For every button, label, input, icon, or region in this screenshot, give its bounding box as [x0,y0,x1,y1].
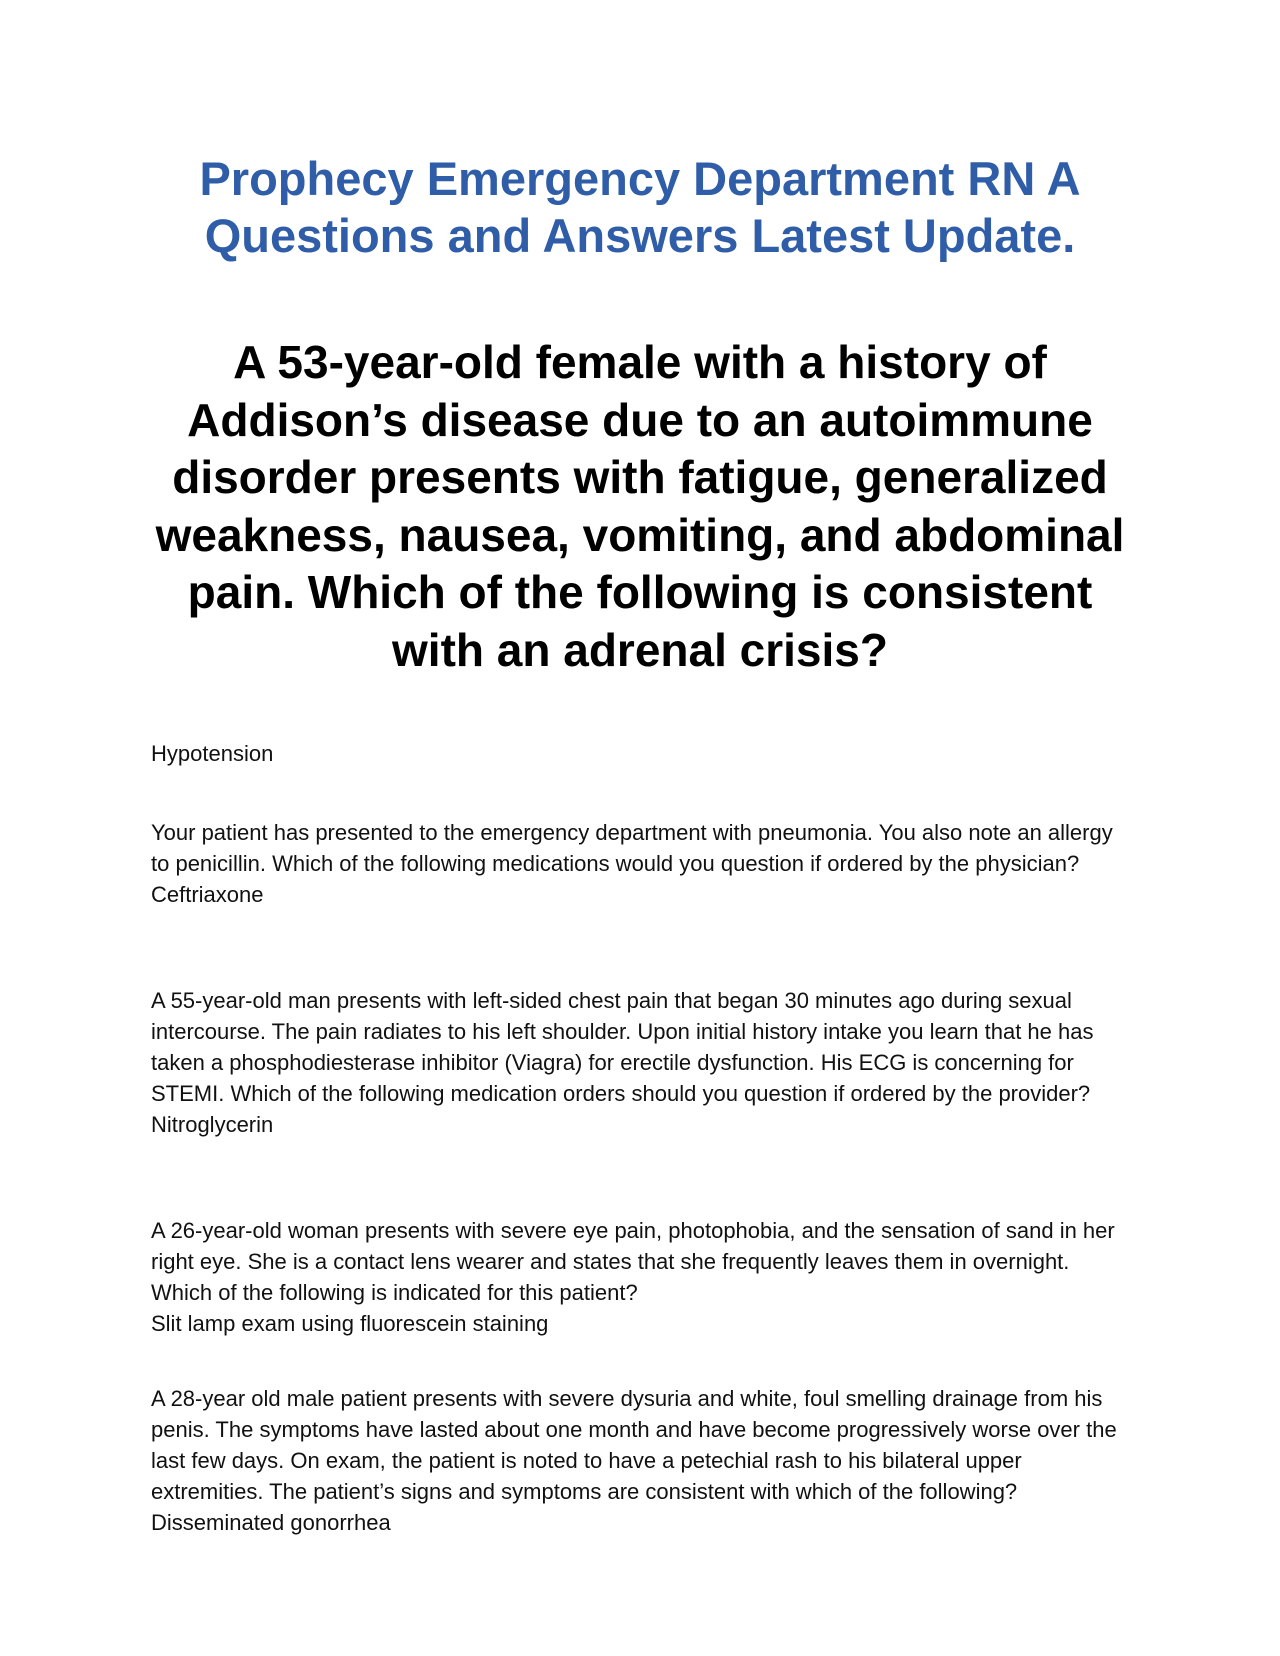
question-text: A 55-year-old man presents with left-sided chest pain that began 30 minutes ago during sexual intercourse. The pain radiates to his left shoulder. Upon initial history intake you learn that he has taken a phosphodiesterase inhibitor (Viagra) for erectile dysfunction. His ECG is concerning for STEMI. Which of the following medication orders should you question if ordered by the provider? [151,988,1094,1106]
qa-item [151,985,1131,1140]
document-title: Prophecy Emergency Department RN A Questions and Answers Latest Update. [199,152,1081,262]
question-text: A 26-year-old woman presents with severe eye pain, photophobia, and the sensation of sand in her right eye. She is a contact lens wearer and states that she frequently leaves them in overnight. Which of the following is indicated for this patient? [151,1218,1115,1305]
featured-answer-block [151,738,1131,769]
answer-text: Slit lamp exam using fluorescein staining [151,1311,549,1336]
qa-item [151,1215,1131,1339]
answer-text: Ceftriaxone [151,882,264,907]
answer-text: Nitroglycerin [151,1112,274,1137]
qa-item [151,817,1131,910]
answer-text: Disseminated gonorrhea [151,1510,391,1535]
featured-question: A 53-year-old female with a history of Addison’s disease due to an autoimmune disorder presents with fatigue, generalized weakness, nausea, vomiting, and abdominal pain. Which of the following is consistent with an adrenal crisis? [155,336,1125,676]
featured-answer: Hypotension [151,741,274,766]
question-text: A 28-year old male patient presents with severe dysuria and white, foul smelling drainage from his penis. The symptoms have lasted about one month and have become progressively worse over the last few days. On exam, the patient is noted to have a petechial rash to his bilateral upper extremities. The patient’s signs and symptoms are consistent with which of the following? [151,1386,1117,1504]
question-text: Your patient has presented to the emergency department with pneumonia. You also note an allergy to penicillin. Which of the following medications would you question if ordered by the physician? [151,820,1113,876]
qa-item [151,1383,1131,1538]
